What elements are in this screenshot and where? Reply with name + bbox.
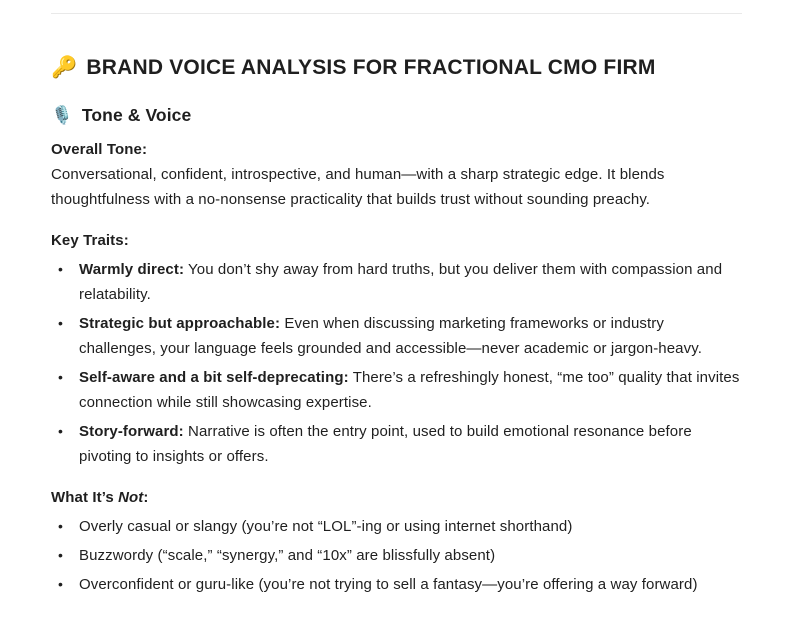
trait-text: Even when discussing marketing frameworks or industry challenges, your language feels grounded and accessible—never academic or jargon-heavy.: [79, 315, 702, 357]
key-traits-list: [51, 257, 742, 469]
trait-text: There’s a refreshingly honest, “me too” quality that invites connection while still showcasing expertise.: [79, 369, 740, 411]
list-item: [79, 419, 742, 469]
section-heading-tone-voice: [51, 103, 742, 128]
list-item: [79, 514, 742, 539]
list-item: [79, 311, 742, 361]
section-heading-text: Tone & Voice: [81, 105, 192, 125]
what-its-not-label-paragraph: [51, 485, 742, 510]
key-traits-label-paragraph: [51, 228, 742, 253]
page-title: [51, 54, 742, 82]
not-item-text: Overly casual or slangy (you’re not “LOL”-ing or using internet shorthand): [79, 518, 573, 535]
what-its-not-label-suffix: :: [143, 489, 149, 506]
what-its-not-list: [51, 514, 742, 597]
overall-tone-label: Overall Tone:: [51, 141, 148, 158]
trait-text: Narrative is often the entry point, used to build emotional resonance before pivoting to insights or offers.: [79, 423, 692, 465]
microphone-icon: 🎙️: [51, 105, 73, 125]
list-item: [79, 365, 742, 415]
trait-lead: Warmly direct:: [79, 261, 185, 278]
overall-tone-paragraph: [51, 137, 742, 212]
list-item: [79, 257, 742, 307]
trait-text: You don’t shy away from hard truths, but you deliver them with compassion and relatability.: [79, 261, 723, 303]
not-item-text: Overconfident or guru-like (you’re not trying to sell a fantasy—you’re offering a way forward): [79, 576, 698, 593]
what-its-not-label-italic: Not: [118, 489, 144, 506]
list-item: [79, 572, 742, 597]
top-divider: [51, 13, 742, 14]
trait-lead: Self-aware and a bit self-deprecating:: [79, 369, 349, 386]
trait-lead: Story-forward:: [79, 423, 184, 440]
what-its-not-label-prefix: What It’s: [51, 489, 119, 506]
key-traits-label: Key Traits:: [51, 232, 129, 249]
page-title-text: BRAND VOICE ANALYSIS FOR FRACTIONAL CMO FIRM: [86, 56, 656, 79]
trait-lead: Strategic but approachable:: [79, 315, 281, 332]
key-icon: 🔑: [51, 56, 78, 79]
not-item-text: Buzzwordy (“scale,” “synergy,” and “10x” are blissfully absent): [79, 547, 496, 564]
list-item: [79, 543, 742, 568]
overall-tone-body: Conversational, confident, introspective, and human—with a sharp strategic edge. It blends thoughtfulness with a no-nonsense practicality that builds trust without sounding preachy.: [51, 166, 665, 208]
document-body: [0, 13, 793, 597]
